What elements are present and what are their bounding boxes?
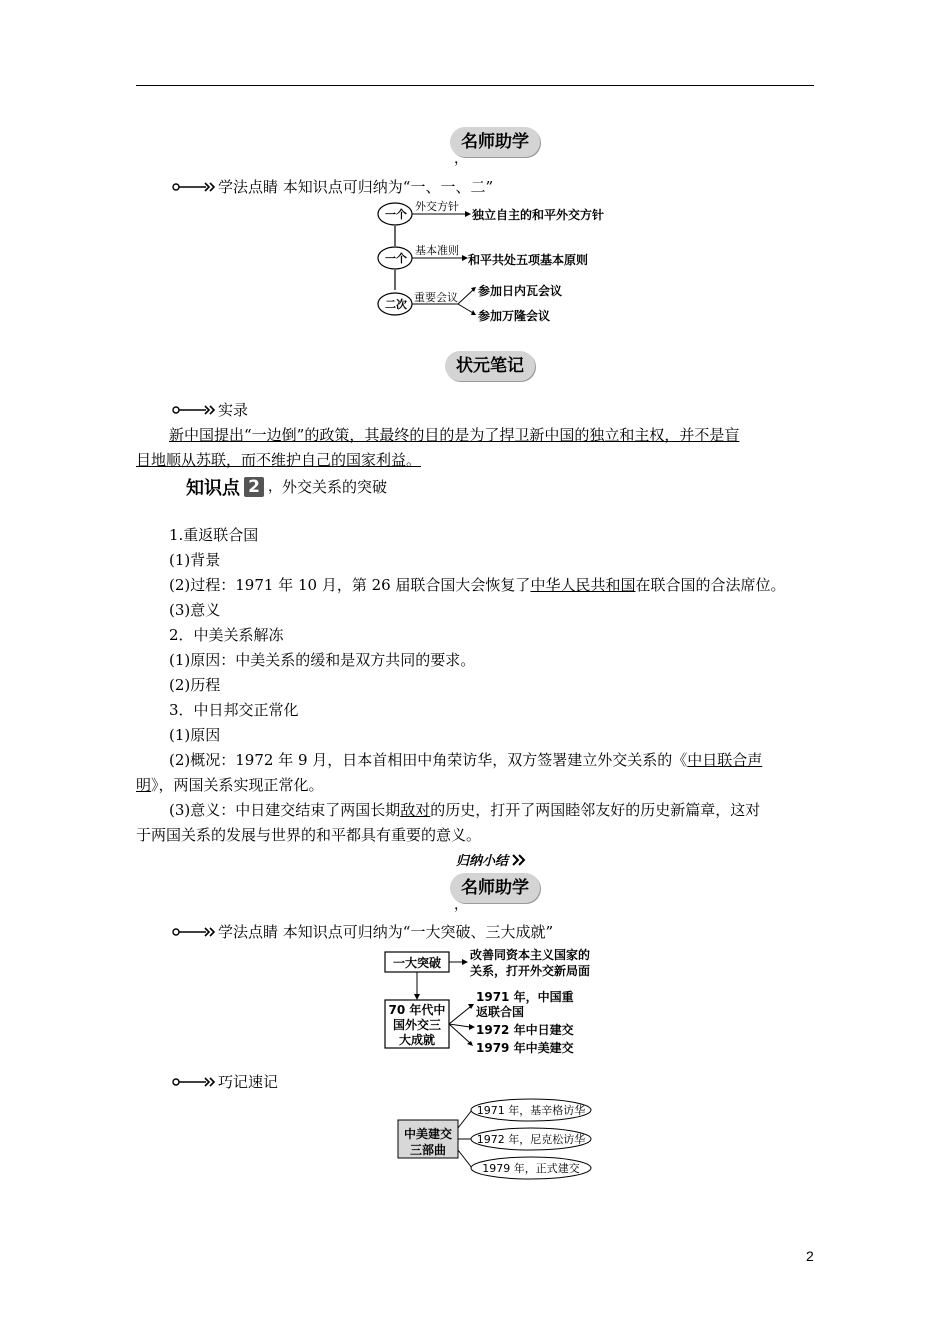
content-h1: 1.重返联合国 [169,526,259,544]
h1-2-underline: 中华人民共和国 [530,576,636,594]
stray-comma-2: ， [454,897,468,913]
kp-number-badge: 2 [244,477,264,497]
target-fangzhen: 独立自主的和平外交方针 [472,208,605,222]
content-h3-1: (1)原因 [169,726,221,744]
note-text-line1: 新中国提出“一边倒”的政策，其最终的目的是为了捍卫新中国的独立和主权，并不是盲 [169,426,740,444]
step-3: 1979 年，正式建交 [482,1162,580,1175]
h3-2-post: 》，两国关系实现正常化。 [151,776,324,794]
summary-label: 归纳小结 [456,854,509,869]
h3-2-underline-cont: 明 [136,776,152,794]
node-yige-1: 一个 [385,208,407,221]
kp-label: 知识点 [186,478,240,499]
tip-label: 学法点睛 [218,178,279,196]
summary-heading [456,850,527,869]
content-h3: 3．中日邦交正常化 [169,701,299,719]
content-h3-2-cont [136,774,324,796]
center-line2: 三部曲 [409,1143,446,1157]
tip2-label: 学法点睛 [218,923,279,941]
center-box [398,1126,458,1158]
center-line1: 中美建交 [403,1127,452,1141]
content-h3-2 [169,749,762,771]
content-h2: 2．中美关系解冻 [169,626,284,644]
note-line [172,400,248,420]
content-h1-2 [169,574,785,596]
tip2-text: 本知识点可归纳为“一大突破、三大成就” [282,923,554,941]
step-1: 1971 年，基辛格访华 [476,1104,586,1117]
kp-comma: ， [268,479,282,495]
content-h1-1: (1)背景 [169,551,221,569]
target-rineiwa: 参加日内瓦会议 [478,284,563,298]
box1-target-line1: 改善同资本主义国家的 [470,948,591,962]
box1-target-line2: 关系，打开外交新局面 [470,964,591,978]
tip3-label: 巧记速记 [218,1073,279,1091]
edge-label-waijiao: 外交方针 [415,200,459,213]
content-h3-3 [169,799,760,821]
node-yige-2: 一个 [385,252,407,265]
edge-label-zhunze: 基本准则 [415,244,459,257]
h3-3-pre: (3)意义：中日建交结束了两国长期 [169,801,401,819]
kp-title: 外交关系的突破 [282,478,388,496]
page-number: 2 [806,1248,814,1264]
section-banner-mingshi: 名师助学 [450,127,540,157]
section-banner-mingshi-2: 名师助学 [450,873,540,903]
node-erci: 二次 [385,298,407,311]
target-yuanze: 和平共处五项基本原则 [468,253,589,267]
achievement-3: 1979 年中美建交 [476,1041,574,1055]
box2-line3: 大成就 [398,1033,435,1047]
achievement-1-line1: 1971 年，中国重 [476,990,574,1004]
achievement-1-line2: 返联合国 [476,1005,525,1019]
knowledge-point-heading [186,474,387,500]
arrow-bullet-icon [172,926,216,938]
box2-line2: 国外交三 [392,1018,441,1032]
content-h2-1: (1)原因：中美关系的缓和是双方共同的要求。 [169,651,476,669]
h3-2-pre: (2)概况：1972 年 9 月，日本首相田中角荣访华，双方签署建立外交关系的《 [169,751,688,769]
step-2: 1972 年，尼克松访华 [476,1133,586,1146]
h3-2-underline: 中日联合声 [687,751,763,769]
header-rule [136,85,814,86]
tip-line-1 [172,177,493,197]
stray-comma: ， [454,151,468,167]
tip-line-3 [172,1072,278,1092]
target-wanlong: 参加万隆会议 [478,309,551,323]
edge-label-huiyi: 重要会议 [414,291,458,304]
h3-3-underline: 敌对 [400,801,431,819]
section-banner-zhuangyuan: 状元笔记 [445,351,535,381]
content-h2-2: (2)历程 [169,676,221,694]
h1-2-pre: (2)过程：1971 年 10 月，第 26 届联合国大会恢复了 [169,576,531,594]
achievement-2: 1972 年中日建交 [476,1023,574,1037]
note-text-line2: 目地顺从苏联，而不维护自己的国家利益。 [136,451,422,469]
arrow-bullet-icon [172,181,216,193]
box2-line1: 70 年代中 [388,1003,446,1017]
box-one-breakthrough: 一大突破 [392,956,441,970]
arrow-bullet-icon [172,1076,216,1088]
note-label: 实录 [218,401,249,419]
arrow-bullet-icon [172,404,216,416]
tip-line-2 [172,922,553,942]
h3-3-post: 的历史，打开了两国睦邻友好的历史新篇章，这对 [430,801,761,819]
content-h1-3: (3)意义 [169,601,221,619]
content-h3-3-line2: 于两国关系的发展与世界的和平都具有重要的意义。 [136,826,482,844]
tip-text: 本知识点可归纳为“一、一、二” [282,178,494,196]
double-chevron-icon [511,854,527,866]
box-three-achievements [388,1003,446,1048]
h1-2-post: 在联合国的合法席位。 [635,576,786,594]
